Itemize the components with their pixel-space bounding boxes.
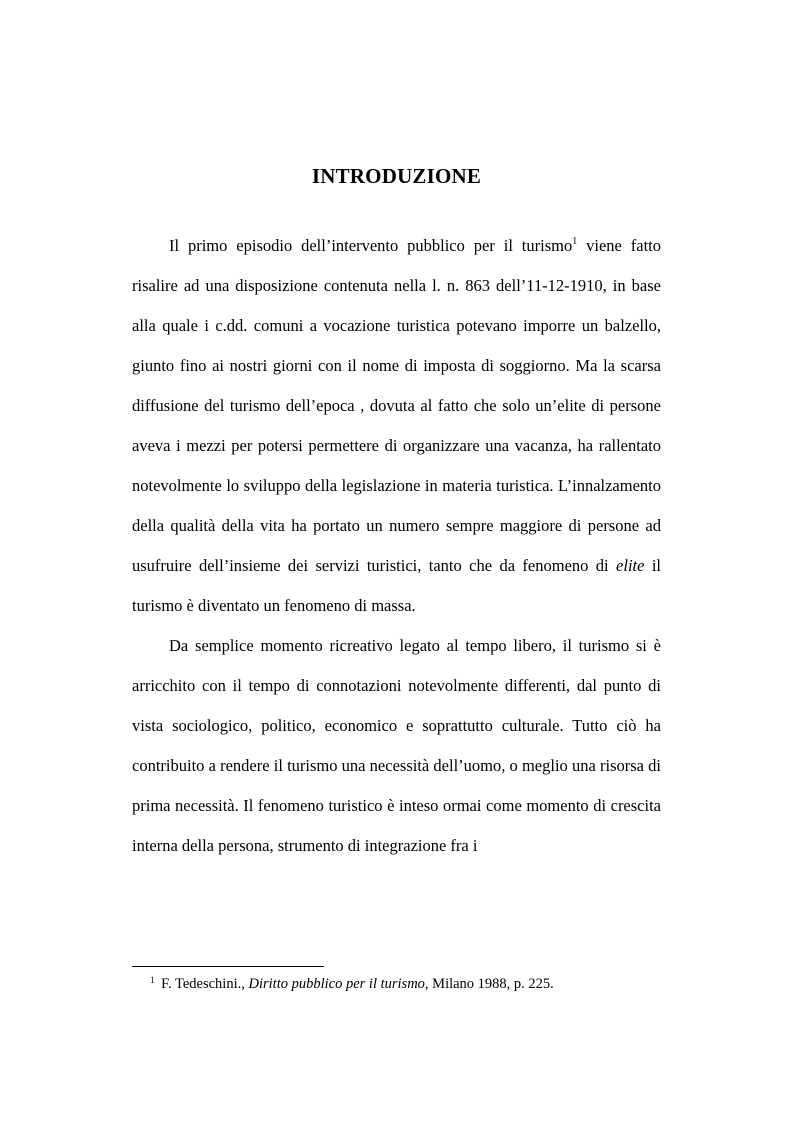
footnote-reference: 1: [572, 236, 578, 247]
footnote-separator: [132, 966, 324, 967]
paragraph-1-text-end: il turismo è diventato un fenomeno di massa.: [132, 556, 662, 615]
footnote-details: , Milano 1988, p. 225.: [424, 976, 554, 992]
footnote-author: F. Tedeschini.,: [157, 976, 249, 992]
page-title: INTRODUZIONE: [311, 164, 482, 188]
paragraph-1: [132, 226, 661, 626]
body-text: [132, 226, 661, 866]
footnote-work-title: Diritto pubblico per il turismo: [248, 976, 425, 992]
footnote: [150, 975, 554, 993]
paragraph-1-text-start: Il primo episodio dell’intervento pubblico per il turismo: [169, 236, 573, 255]
emphasized-word: elite: [616, 556, 645, 575]
footnote-number: 1: [150, 975, 155, 985]
paragraph-2: Da semplice momento ricreativo legato al tempo libero, il turismo si è arricchito con il tempo di connotazioni notevolmente differenti, dal punto di vista sociologico, politico, economico e soprattutto culturale. Tutto ciò ha contribuito a rendere il turismo una necessità dell’uomo, o meglio una risorsa di prima necessità. Il fenomeno turistico è inteso ormai come momento di crescita interna della persona, strumento di integrazione fra i: [132, 636, 661, 855]
paragraph-1-text-middle: viene fatto risalire ad una disposizione contenuta nella l. n. 863 dell’11-12-1910, in base alla quale i c.dd. comuni a vocazione turistica potevano imporre un balzello, giunto fino ai nostri giorni con il nome di imposta di soggiorno. Ma la scarsa diffusione del turismo dell’epoca , dovuta al fatto che solo un’elite di persone aveva i mezzi per potersi permettere di organizzare una vacanza, ha rallentato notevolmente lo sviluppo della legislazione in materia turistica. L’innalzamento della qualità della vita ha portato un numero sempre maggiore di persone ad usufruire dell’insieme dei servizi turistici, tanto che da fenomeno di: [132, 236, 662, 575]
